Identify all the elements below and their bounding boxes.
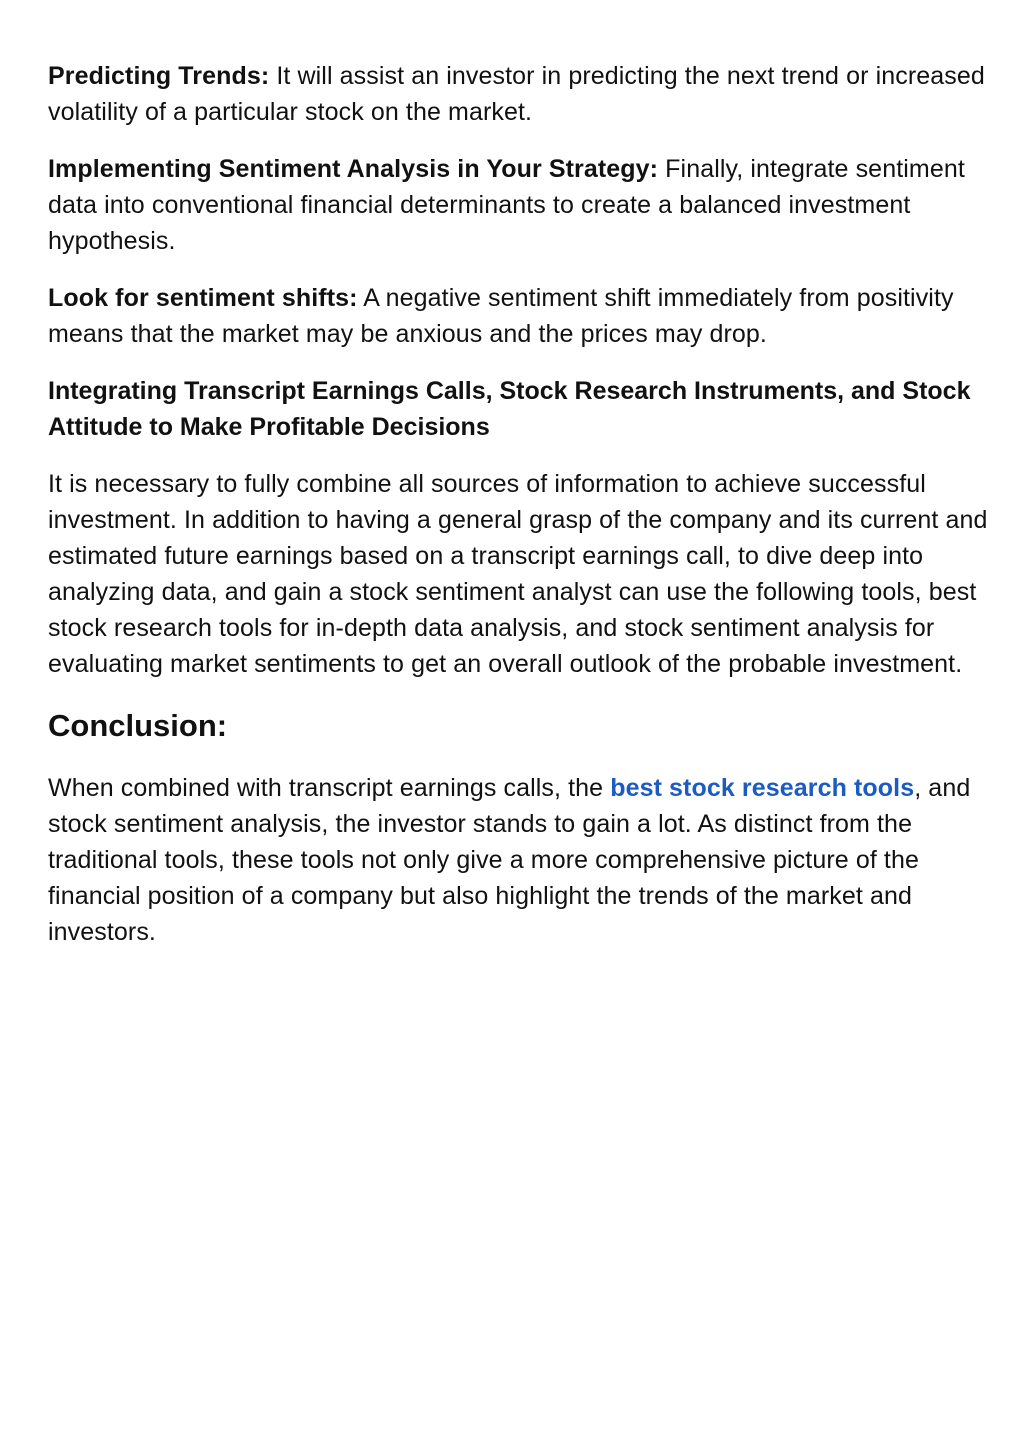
- integration-heading: Integrating Transcript Earnings Calls, Stock Research Instruments, and Stock Attitude to Make Profitable Decisions: [48, 377, 971, 441]
- conclusion-text-before: When combined with transcript earnings calls, the: [48, 774, 611, 802]
- integration-body: It is necessary to fully combine all sources of information to achieve successful investment. In addition to having a general grasp of the company and its current and estimated future earnings based on a transcript earnings call, to dive deep into analyzing data, and gain a stock sentiment analyst can use the following tools, best stock research tools for in-depth data analysis, and stock sentiment analysis for evaluating market sentiments to get an overall outlook of the probable investment.: [48, 470, 988, 678]
- lead-predicting-trends: Predicting Trends:: [48, 62, 270, 90]
- text-predicting-trends: It will assist an investor in predicting the next trend or increased volatility of a particular stock on the market.: [48, 62, 985, 126]
- best-stock-research-tools-link[interactable]: best stock research tools: [610, 774, 915, 802]
- document-page: [48, 58, 988, 971]
- conclusion-heading: Conclusion:: [48, 708, 228, 743]
- paragraph-sentiment-shifts: [48, 280, 988, 352]
- paragraph-implementing-sentiment: [48, 151, 988, 259]
- text-sentiment-shifts: A negative sentiment shift immediately from positivity means that the market may be anxious and the prices may drop.: [48, 284, 954, 348]
- conclusion-text-after: , and stock sentiment analysis, the investor stands to gain a lot. As distinct from the traditional tools, these tools not only give a more comprehensive picture of the financial position of a company but also highlight the trends of the market and investors.: [48, 774, 971, 946]
- text-implementing-sentiment: Finally, integrate sentiment data into conventional financial determinants to create a balanced investment hypothesis.: [48, 155, 965, 255]
- paragraph-predicting-trends: [48, 58, 988, 130]
- lead-sentiment-shifts: Look for sentiment shifts:: [48, 284, 358, 312]
- conclusion-body: [48, 770, 988, 950]
- lead-implementing-sentiment: Implementing Sentiment Analysis in Your Strategy:: [48, 155, 659, 183]
